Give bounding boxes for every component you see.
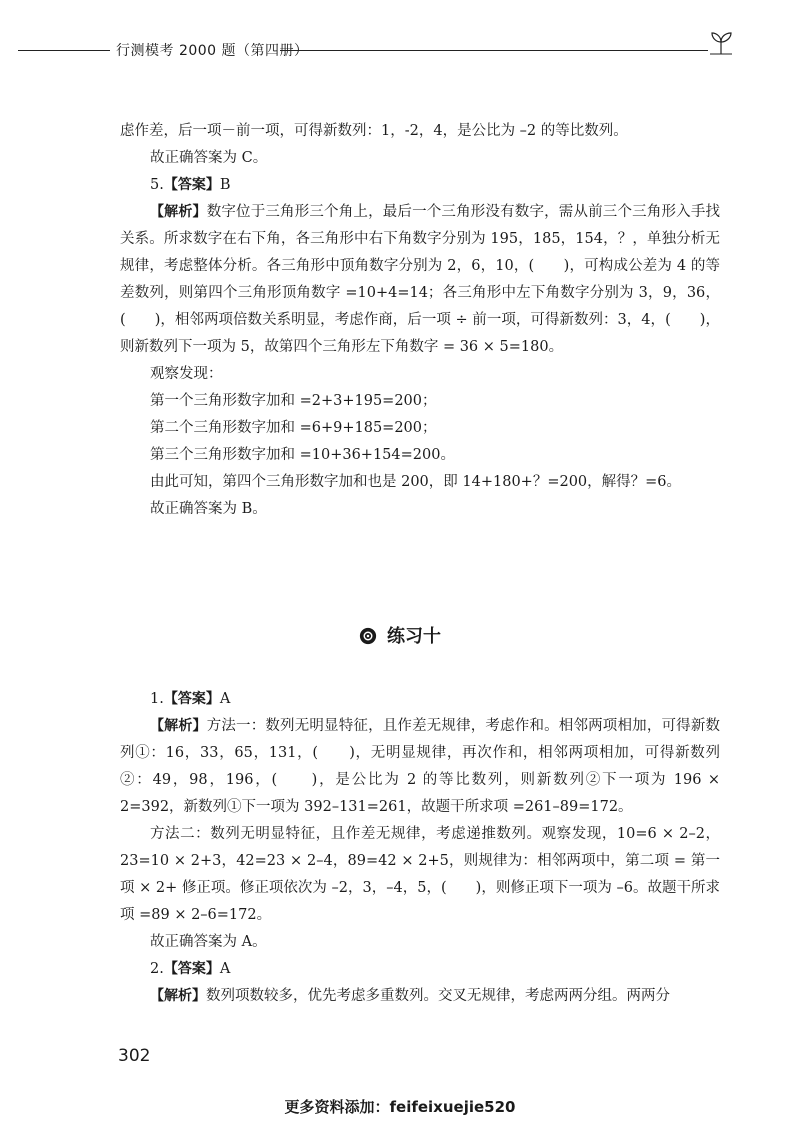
q2-answer-tag: 【答案】 <box>163 961 220 977</box>
q2-analysis-tag: 【解析】 <box>150 988 206 1004</box>
page-number: 302 <box>118 1046 151 1066</box>
q5-line-conclusion: 故正确答案为 B。 <box>150 501 267 517</box>
header-title: 行测模考 2000 题（第四册） <box>116 43 309 59</box>
q1-analysis-tag: 【解析】 <box>150 718 207 734</box>
q2-number: 2. <box>150 961 164 977</box>
flower-badge-icon <box>359 627 377 645</box>
q5-line-observe: 观察发现： <box>150 366 223 382</box>
content-top <box>120 118 720 523</box>
q5-analysis <box>120 199 720 361</box>
q1-conclusion: 故正确答案为 A。 <box>150 934 267 950</box>
q2-analysis <box>120 983 720 1010</box>
section-title: 练习十 <box>387 626 441 647</box>
q5-line-derive: 由此可知，第四个三角形数字加和也是 200，即 14+180+？=200，解得？=6。 <box>150 474 682 490</box>
q1-answer-line <box>120 686 720 713</box>
q5-line-sum3: 第三个三角形数字加和 =10+36+154=200。 <box>150 447 455 463</box>
q1-answer-tag: 【答案】 <box>163 691 220 707</box>
header-rule-left <box>18 50 110 51</box>
q5-analysis-tag: 【解析】 <box>150 204 207 220</box>
footer-note: 更多资料添加：feifeixuejie520 <box>284 1098 516 1116</box>
q2-answer: A <box>219 961 231 977</box>
q2-analysis-text: 数列项数较多，优先考虑多重数列。交叉无规律，考虑两两分组。两两分 <box>206 988 670 1004</box>
q1-answer: A <box>219 691 231 707</box>
paragraph-conclusion: 故正确答案为 C。 <box>150 150 268 166</box>
q2-answer-line <box>120 956 720 983</box>
running-header <box>18 36 730 59</box>
q1-method-one <box>120 713 720 821</box>
q1-method-two: 方法二：数列无明显特征，且作差无规律，考虑递推数列。观察发现，10=6 × 2–2，23=10 × 2+3，42=23 × 2–4，89=42 × 2+5，则规律为：相邻两项中，第二项 = 第一项 × 2+ 修正项。修正项依次为 –2，3，–4，5，( )，则修正项下一项为 –6。故题干所求项 =89 × 2–6=172。 <box>120 826 720 923</box>
q1-number: 1. <box>150 691 164 707</box>
q5-analysis-text: 数字位于三角形三个角上，最后一个三角形没有数字，需从前三个三角形入手找关系。所求数字在右下角，各三角形中右下角数字分别为 195，185，154，？，单独分析无规律，考虑整体分析。各三角形中顶角数字分别为 2，6，10，( )，可构成公差为 4 的等差数列，则第四个三角形顶角数字 =10+4=14；各三角形中左下角数字分别为 3，9，36，( )，相邻两项倍数关系明显，考虑作商，后一项 ÷ 前一项，可得新数列：3，4，( )，则新数列下一项为 5，故第四个三角形左下角数字 = 36 × 5=180。 <box>120 204 721 355</box>
q5-answer-line <box>120 172 720 199</box>
q5-line-sum2: 第二个三角形数字加和 =6+9+185=200； <box>150 420 437 436</box>
paragraph-continued: 虑作差，后一项－前一项，可得新数列：1，-2，4，是公比为 –2 的等比数列。 <box>120 123 628 139</box>
section-heading <box>0 622 800 648</box>
sprout-icon <box>706 28 736 58</box>
q1-method-one-text: 方法一：数列无明显特征，且作差无规律，考虑作和。相邻两项相加，可得新数列①：16，33，65，131，( )，无明显规律，再次作和，相邻两项相加，可得新数列②：49，98，196，( )，是公比为 2 的等比数列，则新数列②下一项为 196 × 2=392，新数列①下一项为 392–131=261，故题干所求项 =261–89=172。 <box>120 718 721 815</box>
q5-answer: B <box>219 177 231 193</box>
q5-answer-tag: 【答案】 <box>163 177 220 193</box>
q5-number: 5. <box>150 177 164 193</box>
q5-line-sum1: 第一个三角形数字加和 =2+3+195=200； <box>150 393 437 409</box>
content-bottom <box>120 686 720 1010</box>
header-rule-right <box>280 50 708 51</box>
